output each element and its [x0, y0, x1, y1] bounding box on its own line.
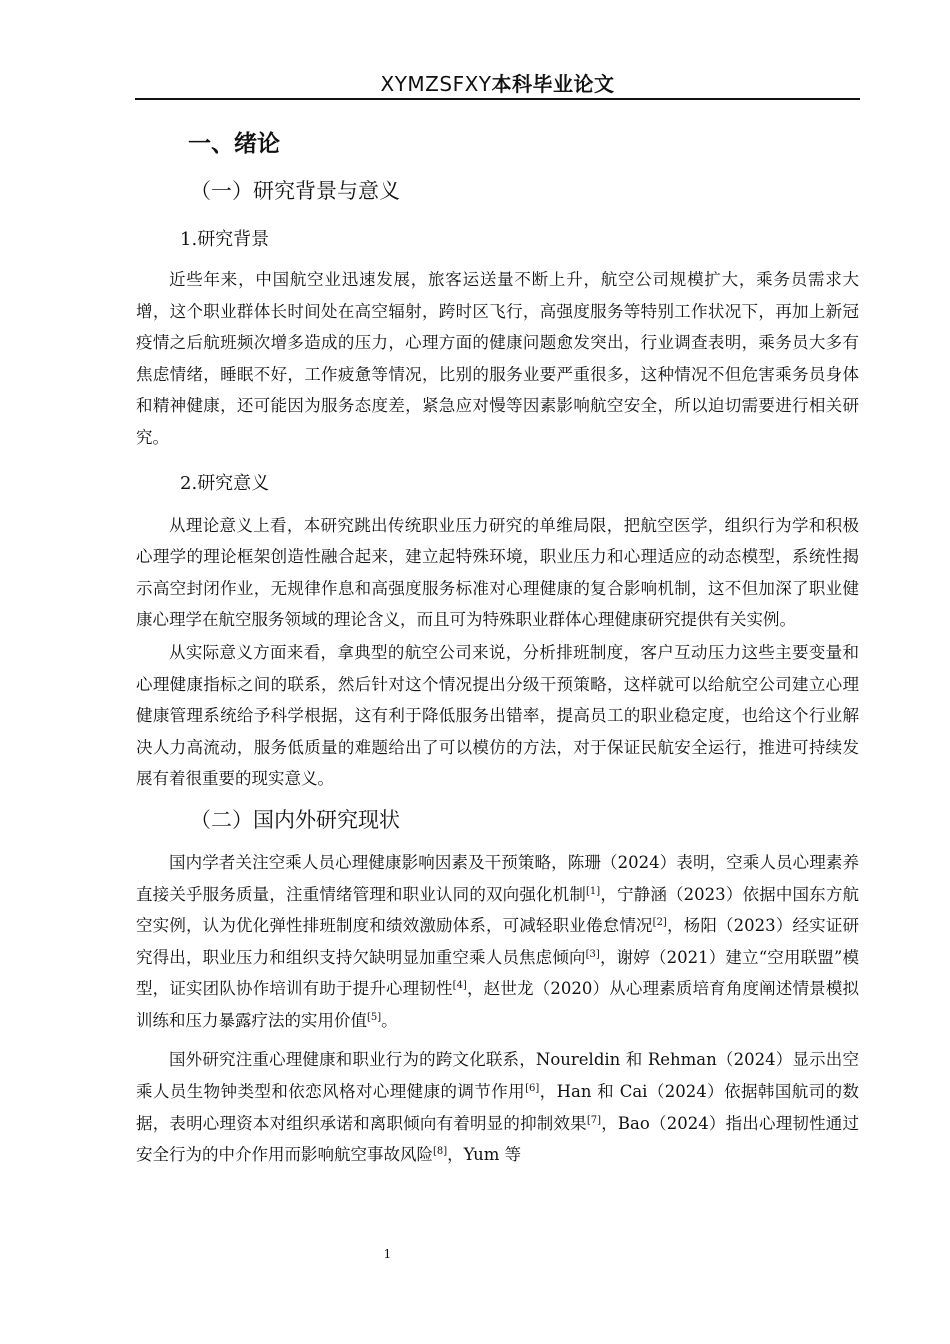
header-code: XYMZSFXY	[380, 72, 492, 96]
paragraph-domestic-research	[136, 847, 859, 1037]
citation-5: [5]	[367, 1011, 382, 1023]
paragraph-background: 近些年来，中国航空业迅速发展，旅客运送量不断上升，航空公司规模扩大，乘务员需求大增，这个职业群体长时间处在高空辐射，跨时区飞行，高强度服务等特别工作状况下，再加上新冠疫情之后航班频次增多造成的压力，心理方面的健康问题愈发突出，行业调查表明，乘务员大多有焦虑情绪，睡眠不好，工作疲惫等情况，比别的服务业要严重很多，这种情况不但危害乘务员身体和精神健康，还可能因为服务态度差，紧急应对慢等因素影响航空安全，所以迫切需要进行相关研究。	[136, 270, 859, 447]
text-run: 。	[381, 1010, 398, 1030]
running-header	[135, 70, 860, 98]
text-run: 国外研究注重心理健康和职业行为的跨文化联系，Noureldin 和 Rehman（2024）显示出空乘人员生物钟类型和依恋风格对心理健康的调节作用	[136, 1050, 859, 1102]
page-number: 1	[383, 1247, 392, 1261]
citation-3: [3]	[585, 948, 600, 960]
text-run: ，谢婷（2021）建立“空用联盟”模型，证实团队协作培训有助于提升心理韧性	[136, 947, 859, 999]
section-heading-research-status: （二）国内外研究现状	[190, 807, 400, 832]
text-run: ，Han 和 Cai（2024）依据韩国航司的数据，表明心理资本对组织承诺和离职倾向有着明显的抑制效果	[136, 1082, 860, 1133]
header-title: 本科毕业论文	[491, 72, 615, 96]
text-run: ，宁静涵（2023）依据中国东方航空实例，认为优化弹性排班制度和绩效激励体系，可减轻职业倦怠情况	[136, 884, 859, 936]
citation-2: [2]	[652, 917, 667, 929]
body-content	[136, 122, 859, 1171]
subsection-number: 1.	[180, 229, 198, 250]
subsection-title: 研究意义	[197, 472, 270, 494]
subsection-title: 研究背景	[197, 229, 270, 250]
section-heading-background-significance: （一）研究背景与意义	[190, 179, 400, 203]
text-run: ，Yum 等	[447, 1145, 522, 1165]
text-run: ，Bao（2024）指出心理韧性通过安全行为的中介作用而影响航空事故风险	[136, 1113, 859, 1165]
subsection-heading-significance	[136, 460, 859, 508]
citation-7: [7]	[586, 1114, 602, 1126]
subsection-number: 2.	[180, 472, 198, 494]
citation-6: [6]	[525, 1083, 540, 1095]
citation-1: [1]	[586, 885, 601, 897]
text-run: ，杨阳（2023）经实证研究得出，职业压力和组织支持欠缺明显加重空乘人员焦虑倾向	[136, 916, 860, 967]
text-run: 国内学者关注空乘人员心理健康影响因素及干预策略，陈珊（2024）表明，空乘人员心理素养直接关乎服务质量，注重情绪管理和职业认同的双向强化机制	[136, 852, 859, 904]
paragraph-theoretical-significance: 从理论意义上看，本研究跳出传统职业压力研究的单维局限，把航空医学，组织行为学和积极心理学的理论框架创造性融合起来，建立起特殊环境，职业压力和心理适应的动态模型，系统性揭示高空封闭作业，无规律作息和高强度服务标准对心理健康的复合影响机制，这不但加深了职业健康心理学在航空服务领域的理论含义，而且可为特殊职业群体心理健康研究提供有关实例。	[136, 515, 859, 630]
header-rule	[135, 98, 860, 100]
subsection-heading-background	[136, 216, 859, 264]
citation-4: [4]	[452, 980, 467, 992]
citation-8: [8]	[433, 1146, 448, 1158]
paragraph-practical-significance: 从实际意义方面来看，拿典型的航空公司来说，分析排班制度，客户互动压力这些主要变量和心理健康指标之间的联系，然后针对这个情况提出分级干预策略，这样就可以给航空公司建立心理健康管理系统给予科学根据，这有利于降低服务出错率，提高员工的职业稳定度，也给这个行业解决人力高流动，服务低质量的难题给出了可以模仿的方法，对于保证民航安全运行，推进可持续发展有着很重要的现实意义。	[136, 642, 859, 789]
text-run: ，赵世龙（2020）从心理素质培育角度阐述情景模拟训练和压力暴露疗法的实用价值	[136, 979, 859, 1030]
chapter-heading: 一、绪论	[188, 131, 280, 157]
paragraph-foreign-research	[136, 1044, 859, 1170]
